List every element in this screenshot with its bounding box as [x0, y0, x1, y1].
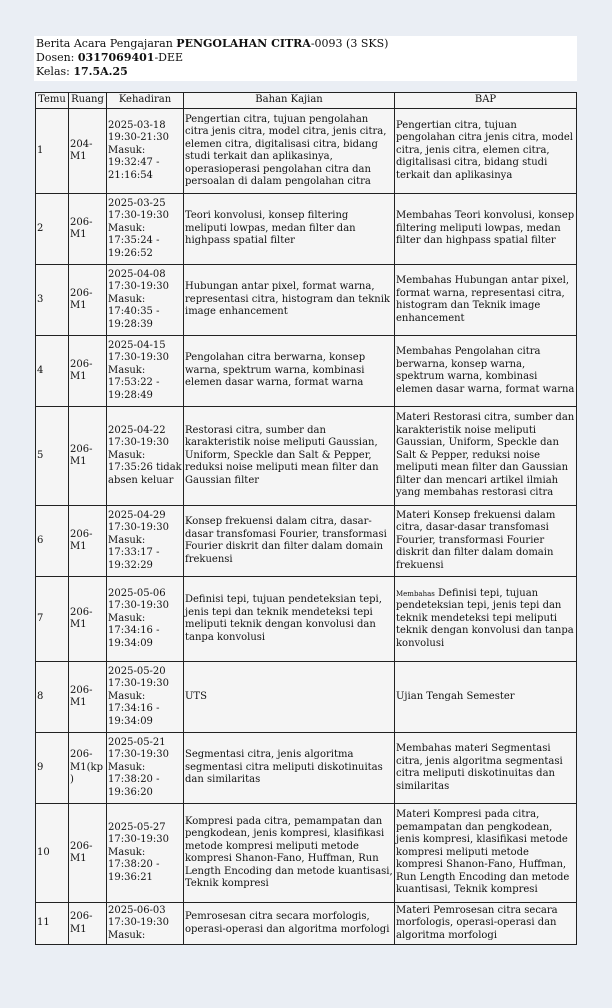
col-header-kehadiran: Kehadiran [107, 93, 184, 109]
attendance-masuk: Masuk: 17:35:26 tidak absen keluar [108, 449, 182, 486]
col-header-temu: Temu [36, 93, 69, 109]
table-row [36, 336, 577, 407]
table-header-row [36, 93, 577, 109]
attendance-masuk: Masuk: 17:35:24 - 19:26:52 [108, 222, 160, 259]
attendance-masuk: Masuk: [108, 929, 146, 941]
session-time: 17:30-19:30 [108, 281, 170, 293]
cell-bap [395, 109, 577, 194]
table-row [36, 903, 577, 945]
bap-text: Materi Konsep frekuensi dalam citra, dasar-dasar transfomasi Fourier, transformasi Fourier diskrit dan filter dalam domain frekuensi [396, 509, 556, 571]
table-body [36, 109, 577, 945]
class-value: 17.5A.25 [73, 65, 128, 78]
session-date: 2025-05-20 [108, 665, 166, 677]
cell-bahan-kajian: Hubungan antar pixel, format warna, representasi citra, histogram dan teknik image enhancement [184, 265, 395, 336]
session-date: 2025-04-15 [108, 339, 166, 351]
cell-ruang: 206-M1 [69, 336, 107, 407]
attendance-masuk: Masuk: 17:38:20 - 19:36:21 [108, 846, 160, 883]
cell-bap [395, 336, 577, 407]
lecturer-code: -DEE [154, 51, 184, 64]
cell-temu: 1 [36, 109, 69, 194]
cell-temu: 7 [36, 577, 69, 662]
cell-bap [395, 804, 577, 903]
title-prefix: Berita Acara Pengajaran [36, 37, 177, 50]
cell-temu: 10 [36, 804, 69, 903]
attendance-masuk: Masuk: 17:34:16 - 19:34:09 [108, 612, 160, 649]
col-header-bahan-kajian: Bahan Kajian [184, 93, 395, 109]
bap-text: Ujian Tengah Semester [396, 690, 515, 702]
session-date: 2025-03-18 [108, 119, 166, 131]
cell-ruang: 206-M1 [69, 265, 107, 336]
cell-kehadiran [107, 804, 184, 903]
bap-text: Materi Restorasi citra, sumber dan karakteristik noise meliputi Gaussian, Uniform, Speckle dan Salt & Pepper, reduksi noise meliputi mean filter dan Gaussian filter dan mencari artikel ilmiah yang membahas restorasi citra [396, 412, 575, 499]
session-time: 17:30-19:30 [108, 437, 170, 449]
cell-bap [395, 506, 577, 577]
cell-temu: 5 [36, 407, 69, 506]
session-time: 17:30-19:30 [108, 834, 170, 846]
bap-text: Membahas Teori konvolusi, konsep filtering meliputi lowpas, medan filter dan highpass spatial filter [396, 210, 575, 247]
session-time: 17:30-19:30 [108, 917, 170, 929]
cell-bap [395, 733, 577, 804]
cell-kehadiran [107, 265, 184, 336]
course-name: PENGOLAHAN CITRA [176, 37, 311, 50]
cell-kehadiran [107, 336, 184, 407]
bap-prefix: Membahas [396, 589, 435, 598]
attendance-masuk: Masuk: 17:38:20 - 19:36:20 [108, 761, 160, 798]
document-header [34, 36, 577, 81]
table-row [36, 506, 577, 577]
session-time: 17:30-19:30 [108, 600, 170, 612]
session-date: 2025-05-27 [108, 821, 166, 833]
cell-bap [395, 194, 577, 265]
attendance-masuk: Masuk: 17:53:22 - 19:28:49 [108, 364, 160, 401]
cell-bahan-kajian: UTS [184, 662, 395, 733]
cell-kehadiran [107, 109, 184, 194]
table-row [36, 407, 577, 506]
bap-text: Membahas Hubungan antar pixel, format warna, representasi citra, histogram dan Teknik image enhancement [396, 275, 570, 324]
session-time: 17:30-19:30 [108, 210, 170, 222]
bap-text: Membahas materi Segmentasi citra, jenis algoritma segmentasi citra meliputi diskotinuitas dan similaritas [396, 743, 563, 792]
cell-kehadiran [107, 903, 184, 945]
bap-text: Definisi tepi, tujuan pendeteksian tepi, jenis tepi dan teknik mendeteksi tepi meliputi teknik dengan konvolusi dan tanpa konvolusi [396, 587, 574, 649]
cell-kehadiran [107, 733, 184, 804]
cell-bahan-kajian: Konsep frekuensi dalam citra, dasar-dasar transfomasi Fourier, transformasi Fourier diskrit dan filter dalam domain frekuensi [184, 506, 395, 577]
course-title-line [36, 37, 575, 51]
cell-temu: 4 [36, 336, 69, 407]
cell-kehadiran [107, 662, 184, 733]
table-row [36, 662, 577, 733]
cell-temu: 3 [36, 265, 69, 336]
lecturer-line [36, 51, 575, 65]
session-date: 2025-04-08 [108, 268, 166, 280]
cell-bahan-kajian: Pengertian citra, tujuan pengolahan citra jenis citra, model citra, jenis citra, elemen citra, digitalisasi citra, bidang studi terkait dan aplikasinya, operasioperasi pengolahan citra dan persoalan di dalam pengolahan citra [184, 109, 395, 194]
cell-bahan-kajian: Teori konvolusi, konsep filtering meliputi lowpas, medan filter dan highpass spatial filter [184, 194, 395, 265]
cell-ruang: 206-M1 [69, 407, 107, 506]
cell-bap [395, 662, 577, 733]
cell-ruang: 206-M1 [69, 577, 107, 662]
cell-ruang: 206-M1 [69, 804, 107, 903]
cell-bahan-kajian: Kompresi pada citra, pemampatan dan pengkodean, jenis kompresi, klasifikasi metode kompresi meliputi metode kompresi Shanon-Fano, Huffman, Run Length Encoding dan metode kuantisasi, Teknik kompresi [184, 804, 395, 903]
session-time: 17:30-19:30 [108, 678, 170, 690]
cell-bap [395, 903, 577, 945]
cell-bap [395, 407, 577, 506]
session-time: 17:30-19:30 [108, 352, 170, 364]
session-time: 19:30-21:30 [108, 132, 170, 144]
cell-bahan-kajian: Pemrosesan citra secara morfologis, operasi-operasi dan algoritma morfologi [184, 903, 395, 945]
table-row [36, 804, 577, 903]
session-date: 2025-05-21 [108, 736, 166, 748]
cell-bap [395, 577, 577, 662]
course-code: -0093 (3 SKS) [310, 37, 389, 50]
cell-temu: 11 [36, 903, 69, 945]
session-date: 2025-04-22 [108, 424, 166, 436]
attendance-masuk: Masuk: 17:34:16 - 19:34:09 [108, 690, 160, 727]
cell-kehadiran [107, 407, 184, 506]
lecturer-label: Dosen: [36, 51, 78, 64]
bap-text: Materi Pemrosesan citra secara morfologis, operasi-operasi dan algoritma morfologi [396, 904, 558, 941]
lecturer-id: 0317069401 [77, 51, 155, 64]
cell-ruang: 206-M1(kp) [69, 733, 107, 804]
table-row [36, 109, 577, 194]
cell-ruang: 206-M1 [69, 506, 107, 577]
session-date: 2025-06-03 [108, 904, 166, 916]
cell-kehadiran [107, 577, 184, 662]
cell-bap [395, 265, 577, 336]
cell-bahan-kajian: Pengolahan citra berwarna, konsep warna, spektrum warna, kombinasi elemen dasar warna, format warna [184, 336, 395, 407]
cell-temu: 6 [36, 506, 69, 577]
cell-bahan-kajian: Restorasi citra, sumber dan karakteristik noise meliputi Gaussian, Uniform, Speckle dan Salt & Pepper, reduksi noise meliputi mean filter dan Gaussian filter [184, 407, 395, 506]
table-row [36, 577, 577, 662]
attendance-masuk: Masuk: 17:40:35 - 19:28:39 [108, 293, 160, 330]
col-header-bap: BAP [395, 93, 577, 109]
cell-ruang: 206-M1 [69, 903, 107, 945]
attendance-masuk: Masuk: 17:33:17 - 19:32:29 [108, 534, 160, 571]
class-label: Kelas: [36, 65, 74, 78]
cell-bahan-kajian: Segmentasi citra, jenis algoritma segmentasi citra meliputi diskotinuitas dan similaritas [184, 733, 395, 804]
cell-temu: 8 [36, 662, 69, 733]
col-header-ruang: Ruang [69, 93, 107, 109]
bap-text: Pengertian citra, tujuan pengolahan citra jenis citra, model citra, jenis citra, elemen citra, digitalisasi citra, bidang studi terkait dan aplikasinya [396, 119, 574, 181]
cell-kehadiran [107, 194, 184, 265]
bap-text: Materi Kompresi pada citra, pemampatan dan pengkodean, jenis kompresi, klasifikasi metode kompresi meliputi metode kompresi Shanon-Fano, Huffman, Run Length Encoding dan metode kuantisasi, Teknik kompresi [396, 809, 570, 896]
cell-temu: 9 [36, 733, 69, 804]
session-date: 2025-03-25 [108, 197, 166, 209]
teaching-log-table [35, 92, 577, 945]
cell-ruang: 206-M1 [69, 662, 107, 733]
cell-temu: 2 [36, 194, 69, 265]
session-time: 17:30-19:30 [108, 522, 170, 534]
table-row [36, 194, 577, 265]
cell-bahan-kajian: Definisi tepi, tujuan pendeteksian tepi, jenis tepi dan teknik mendeteksi tepi meliputi teknik dengan konvolusi dan tanpa konvolusi [184, 577, 395, 662]
bap-text: Membahas Pengolahan citra berwarna, konsep warna, spektrum warna, kombinasi elemen dasar warna, format warna [396, 346, 575, 395]
session-time: 17:30-19:30 [108, 749, 170, 761]
session-date: 2025-04-29 [108, 509, 166, 521]
cell-kehadiran [107, 506, 184, 577]
cell-ruang: 204-M1 [69, 109, 107, 194]
session-date: 2025-05-06 [108, 587, 166, 599]
cell-ruang: 206-M1 [69, 194, 107, 265]
class-line [36, 65, 575, 79]
table-row [36, 265, 577, 336]
attendance-masuk: Masuk: 19:32:47 - 21:16:54 [108, 144, 160, 181]
table-row [36, 733, 577, 804]
